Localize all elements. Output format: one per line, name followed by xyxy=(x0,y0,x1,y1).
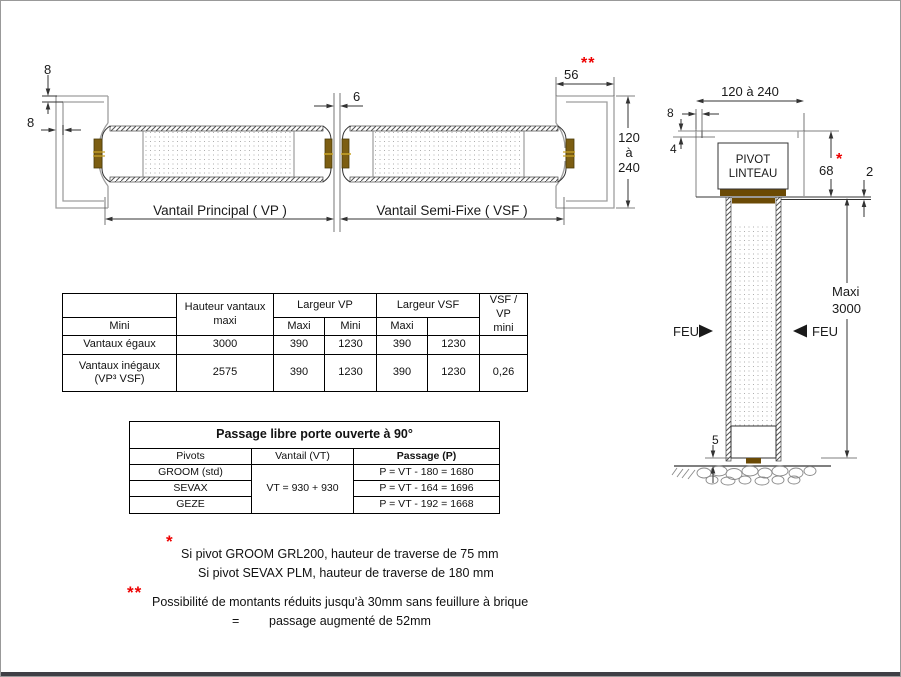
size-table-header-largeur-vsf: Largeur VSF xyxy=(377,294,480,318)
passage-header-vantail: Vantail (VT) xyxy=(252,449,354,465)
asterisk-marker: * xyxy=(836,151,844,168)
header-hauteur-line2: maxi xyxy=(213,314,237,327)
passage-header-pivots: Pivots xyxy=(130,449,252,465)
cell-ratio xyxy=(480,336,528,355)
feu-left-arrow-icon xyxy=(699,325,713,338)
feu-right-arrow-icon xyxy=(793,325,807,338)
dim-2 xyxy=(862,180,867,217)
cell-hauteur: 3000 xyxy=(177,336,274,355)
dim-4-label: 4 xyxy=(670,142,677,156)
size-table-corner-cell xyxy=(63,294,177,318)
dim-depth-l2: à xyxy=(625,145,633,160)
header-ratio-line1: VSF / VP xyxy=(489,294,518,320)
table-row xyxy=(63,355,528,392)
dim-right-8 xyxy=(682,109,719,138)
dim-gap-6-label: 6 xyxy=(353,89,361,104)
footnote-groom: Si pivot GROOM GRL200, hauteur de traverse de 75 mm xyxy=(181,547,499,561)
cell-vantail-value: VT = 930 + 930 xyxy=(252,465,354,514)
footer-bar xyxy=(1,672,900,676)
passage-table xyxy=(129,421,500,514)
cell-passage: P = VT - 192 = 1668 xyxy=(354,497,500,514)
reference-planes xyxy=(696,197,871,200)
leaf-vp xyxy=(102,126,331,182)
passage-table-title: Passage libre porte ouverte à 90° xyxy=(130,422,500,449)
size-table-header-ratio xyxy=(480,294,528,336)
cell-pivot: GEZE xyxy=(130,497,252,514)
cell-passage: P = VT - 164 = 1696 xyxy=(354,481,500,497)
dim-top-8-label: 8 xyxy=(44,62,52,77)
size-table-sub-vp-maxi: Maxi xyxy=(274,318,325,336)
feu-right-label: FEU xyxy=(812,324,838,339)
dim-68-label: 68 xyxy=(819,163,834,178)
pivot-linteau-label-1: PIVOT xyxy=(735,154,771,166)
header-ratio-line2: mini xyxy=(493,321,514,334)
dim-depth-l1: 120 xyxy=(618,130,640,145)
dim-depth-l3: 240 xyxy=(618,160,640,175)
dim-top-width xyxy=(696,99,804,131)
dim-gap-6 xyxy=(314,93,363,232)
size-table-sub-vsf-mini: Mini xyxy=(325,318,377,336)
horizontal-section xyxy=(27,55,640,232)
table-row xyxy=(63,336,528,355)
dim-left-8-label: 8 xyxy=(27,115,35,130)
maxi-label-2: 3000 xyxy=(832,301,861,316)
dim-5-label: 5 xyxy=(712,433,719,447)
footnote-star-single: * xyxy=(166,532,174,551)
cell-passage: P = VT - 180 = 1680 xyxy=(354,465,500,481)
dim-left-8 xyxy=(41,125,81,135)
footnote-star-double: ** xyxy=(127,583,143,602)
row-label-line2: (VP³ VSF) xyxy=(94,373,145,386)
cell-vsf-maxi: 1230 xyxy=(428,336,480,355)
size-table-header-largeur-vp: Largeur VP xyxy=(274,294,377,318)
size-table-sub-vsf-maxi: Maxi xyxy=(377,318,428,336)
passage-header-passage: Passage (P) xyxy=(354,449,500,465)
feu-left-label: FEU xyxy=(673,324,699,339)
leaf-vsf xyxy=(343,126,567,182)
cell-hauteur: 2575 xyxy=(177,355,274,392)
dim-4 xyxy=(673,119,715,149)
cell-vsf-mini: 390 xyxy=(377,355,428,392)
table-row xyxy=(130,465,500,481)
cell-vp-mini: 390 xyxy=(274,336,325,355)
footnote-passage-augmente: passage augmenté de 52mm xyxy=(269,614,431,628)
cell-vsf-maxi: 1230 xyxy=(428,355,480,392)
cell-ratio: 0,26 xyxy=(480,355,528,392)
vp-label: Vantail Principal ( VP ) xyxy=(153,203,287,218)
dim-56-label: 56 xyxy=(564,67,579,82)
cell-vsf-mini: 390 xyxy=(377,336,428,355)
vsf-label: Vantail Semi-Fixe ( VSF ) xyxy=(376,203,528,218)
pivot-linteau-label-2: LINTEAU xyxy=(728,168,778,180)
leaf-vertical-section xyxy=(726,197,781,464)
footnote-montants: Possibilité de montants réduits jusqu'à 30mm sans feuillure à brique xyxy=(152,595,529,609)
floor-ground xyxy=(672,466,831,485)
row-label: Vantaux égaux xyxy=(63,336,177,355)
footnote-equals: = xyxy=(232,614,240,628)
row-label xyxy=(63,355,177,392)
dim-right-8-label: 8 xyxy=(667,106,674,120)
cell-pivot: SEVAX xyxy=(130,481,252,497)
dim-2-label: 2 xyxy=(866,164,874,179)
cell-vp-mini: 390 xyxy=(274,355,325,392)
size-table-sub-vp-mini: Mini xyxy=(63,318,177,336)
header-hauteur-line1: Hauteur vantaux xyxy=(184,300,266,313)
vertical-section xyxy=(667,84,873,485)
footnote-sevax: Si pivot SEVAX PLM, hauteur de traverse de 180 mm xyxy=(198,566,494,580)
size-limits-table xyxy=(62,293,528,392)
maxi-label-1: Maxi xyxy=(832,284,860,299)
double-asterisk-marker: ** xyxy=(581,55,596,72)
size-table-header-hauteur xyxy=(177,294,274,336)
dim-top-width-label: 120 à 240 xyxy=(721,84,779,99)
dim-top-8 xyxy=(42,75,63,114)
cell-pivot: GROOM (std) xyxy=(130,465,252,481)
cell-vp-maxi: 1230 xyxy=(325,355,377,392)
row-label-line1: Vantaux inégaux xyxy=(78,359,161,372)
cell-vp-maxi: 1230 xyxy=(325,336,377,355)
